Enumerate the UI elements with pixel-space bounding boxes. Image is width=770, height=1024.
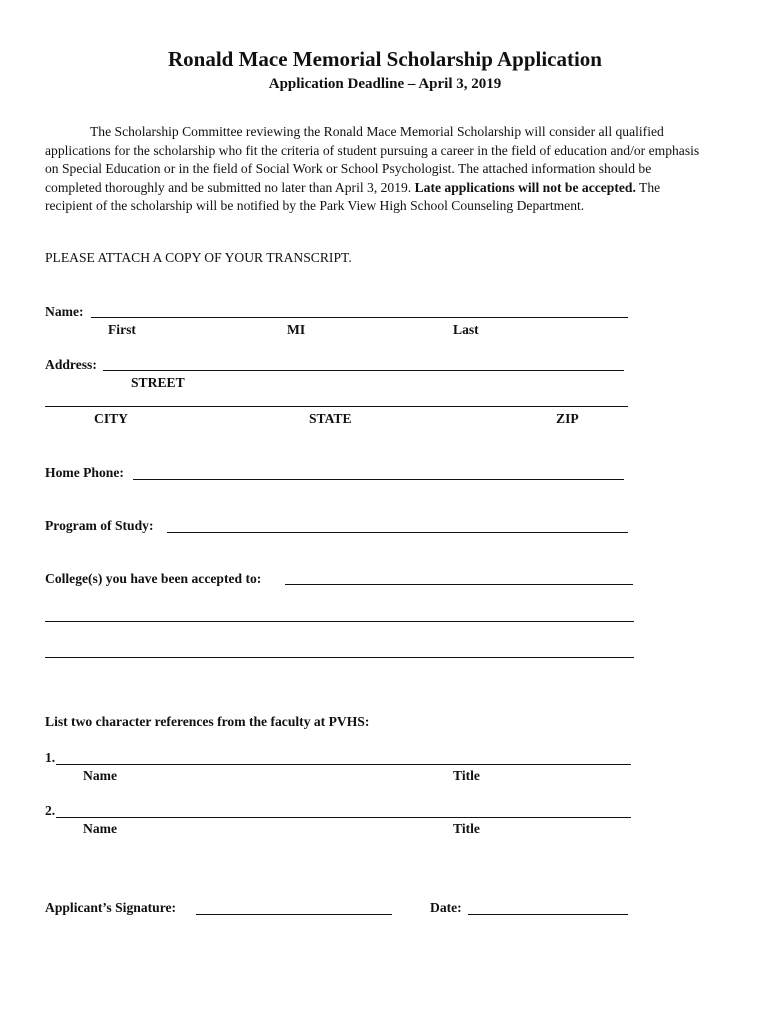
name-label: Name:: [45, 304, 84, 319]
references-heading: List two character references from the faculty at PVHS:: [45, 714, 370, 729]
reference-2-number: 2.: [45, 803, 56, 818]
program-of-study-field[interactable]: [167, 532, 628, 533]
home-phone-field[interactable]: [133, 479, 624, 480]
date-field[interactable]: [468, 914, 628, 915]
name-first-caption: First: [108, 322, 136, 337]
late-applications-notice: Late applications will not be accepted.: [414, 179, 636, 195]
college-field-line-3[interactable]: [45, 657, 634, 658]
transcript-note: PLEASE ATTACH A COPY OF YOUR TRANSCRIPT.: [45, 250, 352, 265]
date-label: Date:: [430, 900, 462, 915]
address-city-state-zip-field[interactable]: [45, 406, 628, 407]
address-city-caption: CITY: [94, 411, 128, 426]
name-mi-caption: MI: [287, 322, 306, 337]
form-title: Ronald Mace Memorial Scholarship Application: [167, 47, 602, 71]
reference-2-title-caption: Title: [453, 821, 480, 836]
intro-text-part1: The Scholarship Committee reviewing the Ronald Mace Memorial Scholarship will consider all qualified applications for the scholarship who fit the criteria of student pursuing a career in the field of education and/or emphasis on Special Education or in the field of Social Work or School Psychologist. The attached information should be completed thoroughly and be submitted no later than April 3, 2019.: [45, 124, 700, 195]
intro-text-part2: The recipient of the scholarship will be notified by the Park View High School Counseling Department.: [45, 179, 661, 214]
address-state-caption: STATE: [309, 411, 352, 426]
reference-2-name-caption: Name: [83, 821, 117, 836]
reference-1-name-caption: Name: [83, 768, 117, 783]
college-label: College(s) you have been accepted to:: [45, 571, 262, 586]
name-field[interactable]: [91, 317, 628, 318]
reference-1-number: 1.: [45, 750, 56, 765]
college-field-line-2[interactable]: [45, 621, 634, 622]
program-of-study-label: Program of Study:: [45, 518, 154, 533]
intro-paragraph: [45, 123, 710, 216]
home-phone-label: Home Phone:: [45, 465, 124, 480]
name-last-caption: Last: [453, 322, 479, 337]
address-zip-caption: ZIP: [556, 411, 579, 426]
reference-1-field[interactable]: [56, 764, 631, 765]
signature-label: Applicant’s Signature:: [45, 900, 177, 915]
address-label: Address:: [45, 357, 97, 372]
application-deadline: Application Deadline – April 3, 2019: [268, 76, 502, 92]
signature-field[interactable]: [196, 914, 392, 915]
college-field[interactable]: [285, 584, 633, 585]
reference-1-title-caption: Title: [453, 768, 480, 783]
address-street-caption: STREET: [131, 375, 185, 390]
reference-2-field[interactable]: [56, 817, 631, 818]
address-street-field[interactable]: [103, 370, 624, 371]
